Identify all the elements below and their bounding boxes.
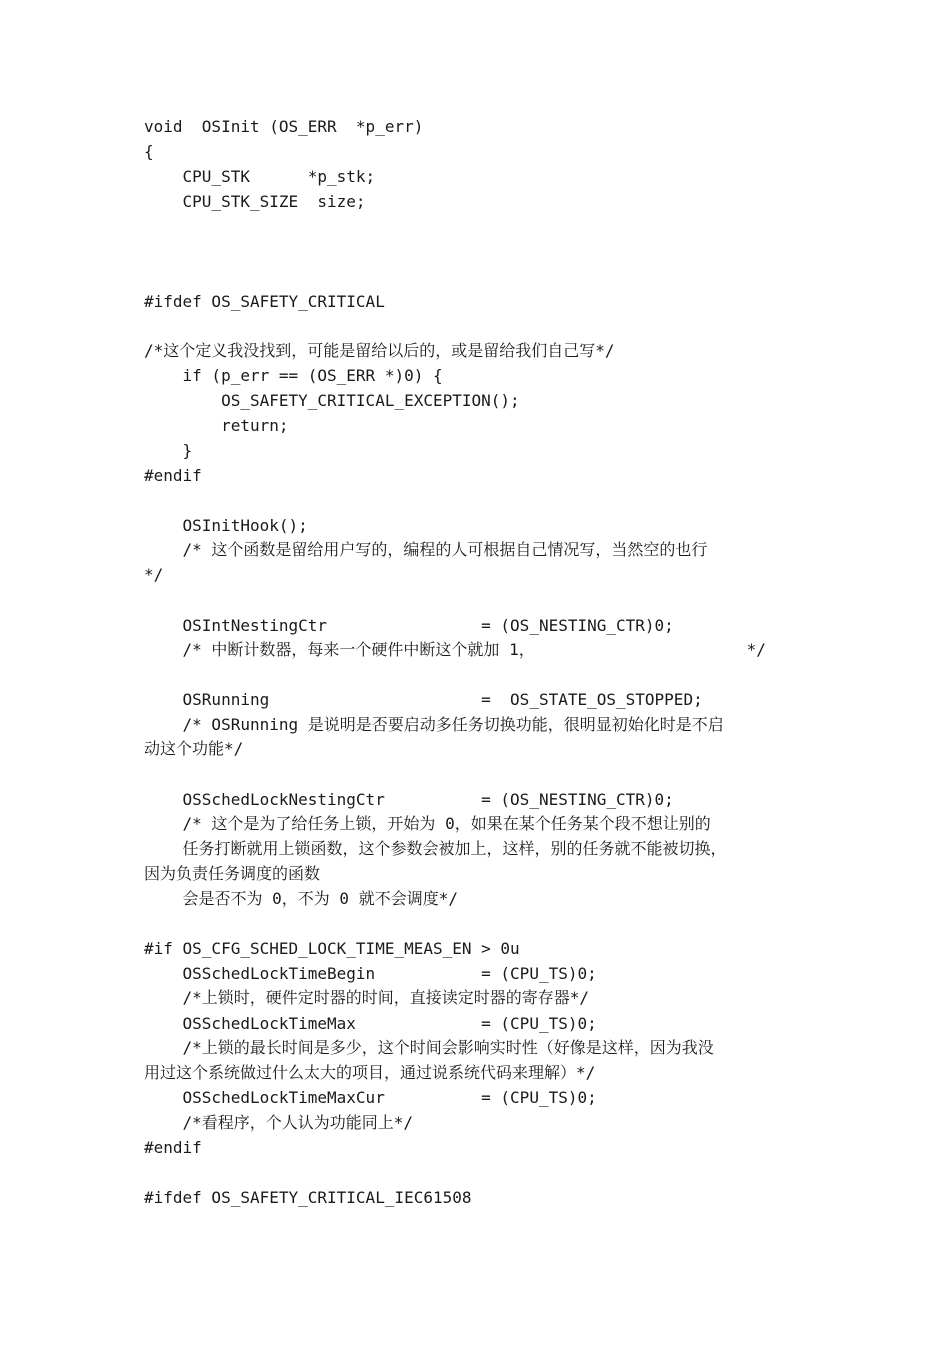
comment-line: 任务打断就用上锁函数，这个参数会被加上，这样，别的任务就不能被切换， — [144, 839, 727, 858]
comment-line: /*上锁时，硬件定时器的时间，直接读定时器的寄存器*/ — [144, 988, 590, 1007]
code-line: void OSInit (OS_ERR *p_err) — [144, 117, 424, 136]
code-line: return; — [144, 416, 289, 435]
code-line: CPU_STK_SIZE size; — [144, 192, 366, 211]
comment-line: /* 这个函数是留给用户写的，编程的人可根据自己情况写，当然空的也行 — [144, 540, 708, 559]
code-line: OSSchedLockTimeMaxCur = (CPU_TS)0; — [144, 1088, 597, 1107]
code-line: #ifdef OS_SAFETY_CRITICAL — [144, 292, 385, 311]
code-line: OSRunning = OS_STATE_OS_STOPPED; — [144, 690, 703, 709]
comment-line: 会是否不为 0，不为 0 就不会调度*/ — [144, 889, 458, 908]
comment-line: /* 中断计数器，每来一个硬件中断这个就加 1， */ — [144, 640, 766, 659]
code-line: #ifdef OS_SAFETY_CRITICAL_IEC61508 — [144, 1188, 472, 1207]
code-line: #if OS_CFG_SCHED_LOCK_TIME_MEAS_EN > 0u — [144, 939, 520, 958]
code-line: OSSchedLockNestingCtr = (OS_NESTING_CTR)0; — [144, 790, 674, 809]
comment-line: /* 这个是为了给任务上锁，开始为 0，如果在某个任务某个段不想让别的 — [144, 814, 711, 833]
comment-line: */ — [144, 565, 164, 584]
code-line: OS_SAFETY_CRITICAL_EXCEPTION(); — [144, 391, 520, 410]
code-line: CPU_STK *p_stk; — [144, 167, 376, 186]
comment-line: /*看程序，个人认为功能同上*/ — [144, 1113, 414, 1132]
comment-line: 动这个功能*/ — [144, 739, 244, 758]
code-line: #endif — [144, 466, 202, 485]
code-line: OSIntNestingCtr = (OS_NESTING_CTR)0; — [144, 616, 674, 635]
code-line: #endif — [144, 1138, 202, 1157]
code-line: OSInitHook(); — [144, 516, 308, 535]
comment-line: /*上锁的最长时间是多少，这个时间会影响实时性（好像是这样，因为我没 — [144, 1038, 714, 1057]
comment-line: /*这个定义我没找到，可能是留给以后的，或是留给我们自己写*/ — [144, 341, 615, 360]
code-line: { — [144, 142, 154, 161]
code-line: if (p_err == (OS_ERR *)0) { — [144, 366, 443, 385]
code-line: OSSchedLockTimeBegin = (CPU_TS)0; — [144, 964, 597, 983]
code-line: OSSchedLockTimeMax = (CPU_TS)0; — [144, 1014, 597, 1033]
comment-line: 用过这个系统做过什么太大的项目，通过说系统代码来理解）*/ — [144, 1063, 596, 1082]
comment-line: 因为负责任务调度的函数 — [144, 864, 321, 883]
code-line: } — [144, 441, 193, 460]
comment-line: /* OSRunning 是说明是否要启动多任务切换功能，很明显初始化时是不启 — [144, 715, 724, 734]
